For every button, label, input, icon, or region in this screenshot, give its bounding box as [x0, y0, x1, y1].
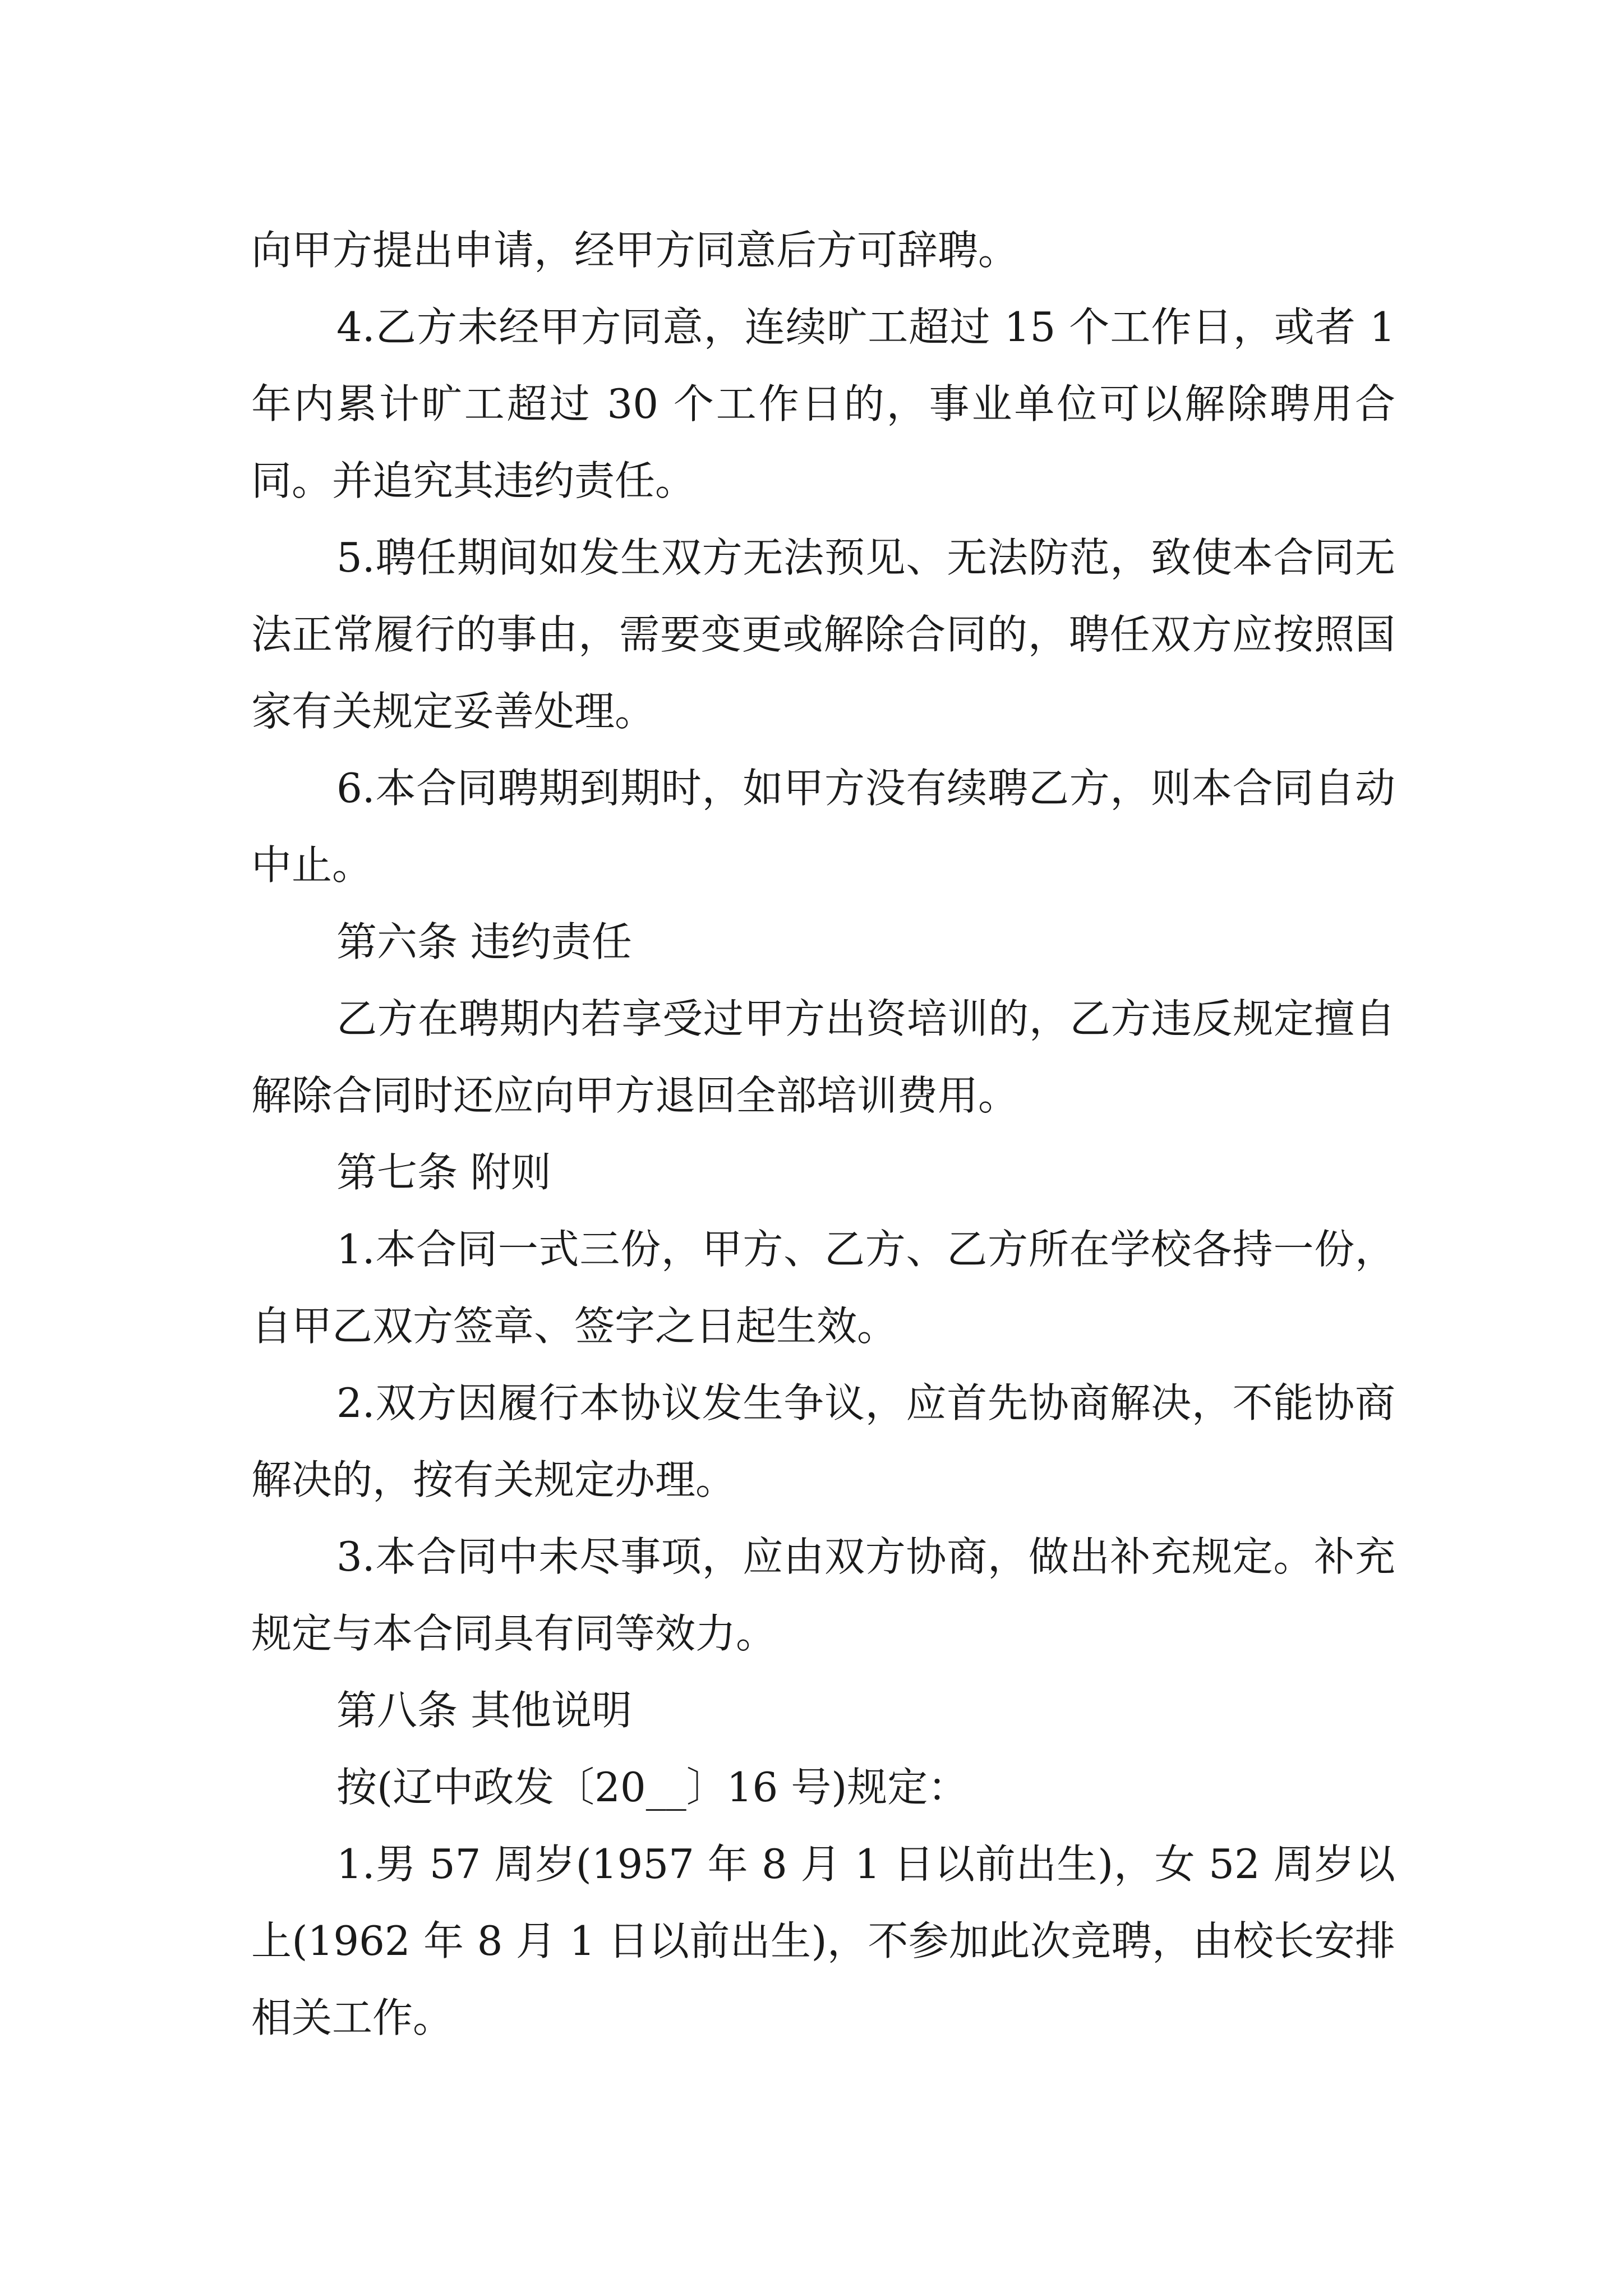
- section-heading-article-7: 第七条 附则: [336, 1149, 551, 1196]
- document-body: [251, 212, 1395, 2056]
- section-heading-article-8: 第八条 其他说明: [336, 1687, 632, 1734]
- paragraph-breach-liability: 乙方在聘期内若享受过甲方出资培训的，乙方违反规定擅自解除合同时还应向甲方退回全部培训费用。: [251, 995, 1395, 1119]
- paragraph-clause-5: 5.聘任期间如发生双方无法预见、无法防范，致使本合同无法正常履行的事由，需要变更或解除合同的，聘任双方应按照国家有关规定妥善处理。: [251, 534, 1395, 735]
- paragraph-clause-6: 6.本合同聘期到期时，如甲方没有续聘乙方，则本合同自动中止。: [251, 765, 1395, 889]
- paragraph-clause-4: 4.乙方未经甲方同意，连续旷工超过 15 个工作日，或者 1 年内累计旷工超过 30 个工作日的，事业单位可以解除聘用合同。并追究其违约责任。: [251, 303, 1395, 504]
- paragraph-other-1: 1.男 57 周岁(1957 年 8 月 1 日以前出生)，女 52 周岁以上(1962 年 8 月 1 日以前出生)，不参加此次竞聘，由校长安排相关工作。: [251, 1841, 1395, 2041]
- paragraph-appendix-1: 1.本合同一式三份，甲方、乙方、乙方所在学校各持一份，自甲乙双方签章、签字之日起生效。: [251, 1226, 1395, 1350]
- paragraph-appendix-2: 2.双方因履行本协议发生争议，应首先协商解决，不能协商解决的，按有关规定办理。: [251, 1379, 1395, 1503]
- paragraph-continuation: 向甲方提出申请，经甲方同意后方可辞聘。: [251, 227, 1019, 274]
- paragraph-regulation-reference: 按(辽中政发〔20__〕16 号)规定：: [336, 1764, 969, 1811]
- paragraph-appendix-3: 3.本合同中未尽事项，应由双方协商，做出补充规定。补充规定与本合同具有同等效力。: [251, 1533, 1395, 1657]
- section-heading-article-6: 第六条 违约责任: [336, 918, 632, 965]
